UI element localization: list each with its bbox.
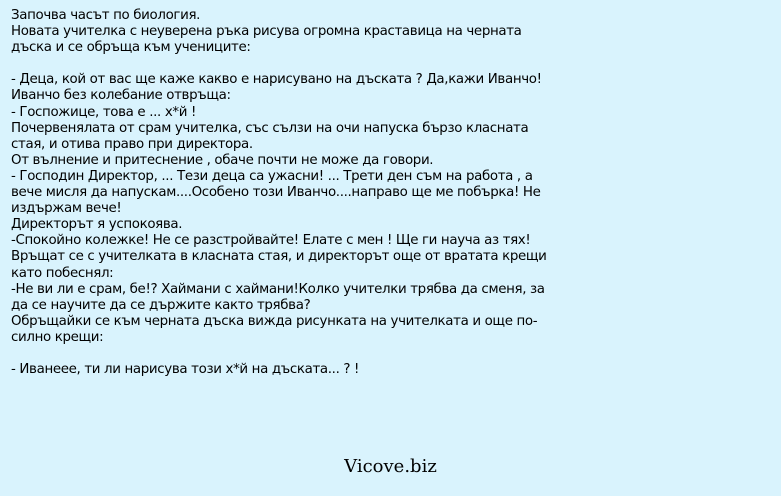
joke-line: Почервенялата от срам учителка, със сълзи на очи напуска бързо класната bbox=[11, 120, 529, 136]
joke-line: Директорът я успокоява. bbox=[11, 217, 183, 233]
joke-line: вече мисля да напускам....Особено този Иванчо....направо ще ме побърка! Не bbox=[11, 185, 541, 201]
joke-line: -Не ви ли е срам, бе!? Хаймани с хаймани!Колко учителки трябва да сменя, за bbox=[11, 281, 545, 297]
joke-line: дъска и се обръща към учениците: bbox=[11, 40, 251, 56]
joke-line: Започва часът по биология. bbox=[11, 8, 201, 23]
joke-line: силно крещи: bbox=[11, 329, 104, 345]
blank-line bbox=[11, 346, 586, 362]
joke-line: да се научите да се държите както трябва? bbox=[11, 297, 311, 313]
blank-line bbox=[11, 56, 586, 72]
joke-line: - Госпожице, това е ... х*й ! bbox=[11, 104, 197, 120]
joke-line: Новата учителка с неуверена ръка рисува огромна краставица на черната bbox=[11, 24, 522, 40]
joke-line: - Господин Директор, ... Тези деца са ужасни! ... Трети ден съм на работа , а bbox=[11, 168, 533, 184]
joke-line: Обръщайки се към черната дъска вижда рисунката на учителката и още по- bbox=[11, 313, 538, 329]
joke-line: - Иванеее, ти ли нарисува този х*й на дъската... ? ! bbox=[11, 362, 360, 378]
joke-line: стая, и отива право при директора. bbox=[11, 136, 253, 152]
site-name-footer: Vicove.biz bbox=[344, 456, 437, 477]
joke-line: Иванчо без колебание отвръща: bbox=[11, 88, 231, 104]
joke-line: От вълнение и притеснение , обаче почти не може да говори. bbox=[11, 152, 434, 168]
joke-text bbox=[11, 8, 586, 378]
joke-line: Връщат се с учителката в класната стая, и директорът още от вратата крещи bbox=[11, 249, 547, 265]
joke-line: - Деца, кой от вас ще каже какво е нарисувано на дъската ? Да,кажи Иванчо! bbox=[11, 72, 542, 88]
joke-line: -Спокойно колежке! Не се разстройвайте! Елате с мен ! Ще ги науча аз тях! bbox=[11, 233, 531, 249]
joke-line: издържам вече! bbox=[11, 201, 122, 217]
joke-line: като побеснял: bbox=[11, 265, 114, 281]
